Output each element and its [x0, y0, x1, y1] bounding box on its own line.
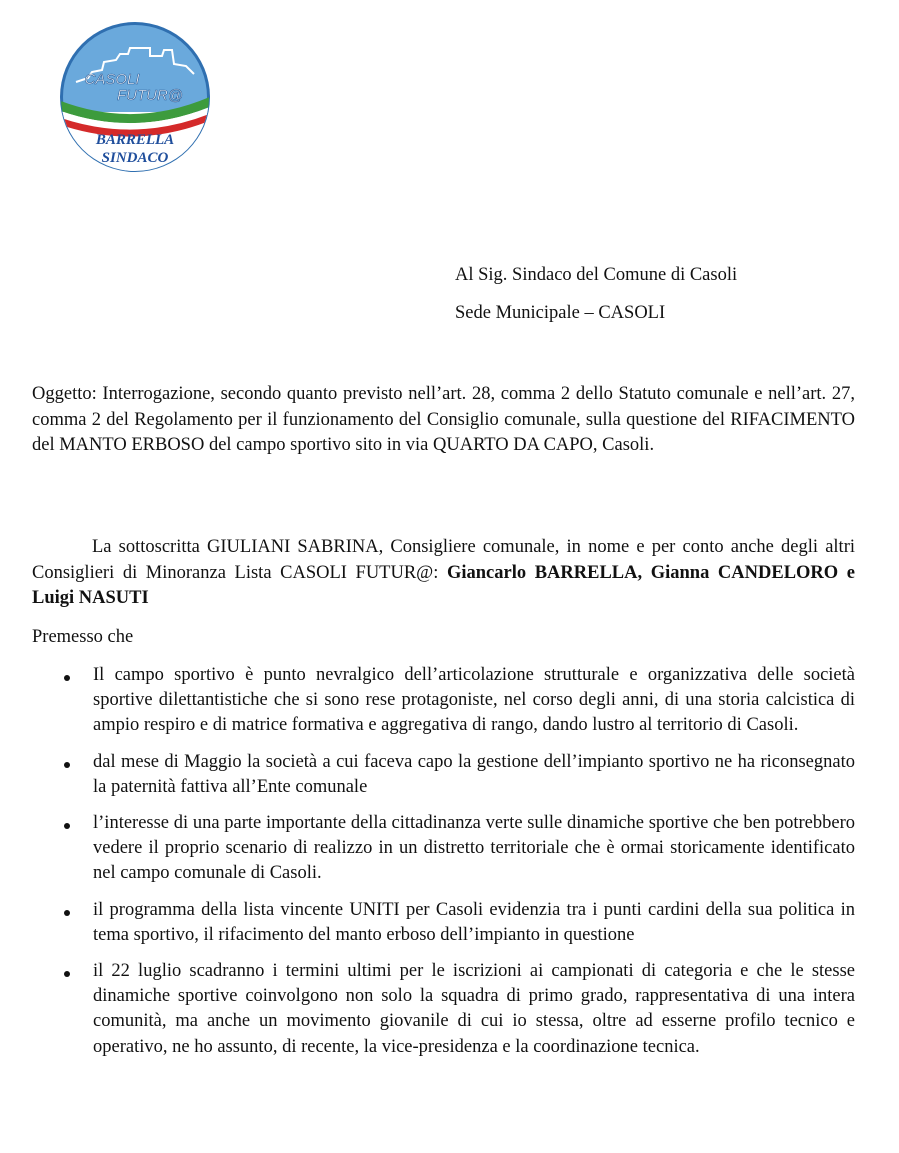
bullet-icon [64, 823, 70, 829]
casoli-futura-logo [58, 20, 212, 174]
list-item-text: l’interesse di una parte importante della cittadinanza verte sulle dinamiche sportive che ben potrebbero vedere il proprio scenario di realizzo in un distretto territoriale che è ormai storicamente identificato nel campo comunale di Casoli. [93, 813, 855, 884]
intro-councillors-names: Giancarlo BARRELLA, Gianna CANDELORO e Luigi NASUTI [32, 562, 855, 608]
bullet-icon [64, 675, 70, 681]
logo-text-casoli: CASOLI [84, 71, 140, 88]
premises-list [55, 663, 855, 1071]
list-item [55, 898, 855, 948]
list-item [55, 663, 855, 739]
addressee-line-1: Al Sig. Sindaco del Comune di Casoli [455, 265, 738, 285]
list-item [55, 750, 855, 800]
bullet-icon [64, 910, 70, 916]
subject-paragraph: Oggetto: Interrogazione, secondo quanto previsto nell’art. 28, comma 2 dello Statuto comunale e nell’art. 27, comma 2 del Regolamento per il funzionamento del Consiglio comunale, sulla questione del RIFACIMENTO del MANTO ERBOSO del campo sportivo sito in via QUARTO DA CAPO, Casoli. [32, 384, 855, 455]
intro-text: La sottoscritta GIULIANI SABRINA, Consigliere comunale, in nome e per conto anche degli altri Consiglieri di Minoranza Lista CASOLI FUTUR@: [32, 537, 855, 583]
list-item-text: Il campo sportivo è punto nevralgico dell’articolazione strutturale e organizzativa delle società sportive dilettantistiche che si sono rese protagoniste, nel corso degli anni, di una storia calcistica di ampio respiro e di matrice formativa e aggregativa di rango, dando lustro al territorio di Casoli. [93, 665, 855, 736]
list-item [55, 959, 855, 1060]
premesso-heading: Premesso che [32, 627, 134, 647]
list-item-text: il 22 luglio scadranno i termini ultimi per le iscrizioni ai campionati di categoria e che le stesse dinamiche sportive coinvolgono non solo la squadra di primo grado, rappresentativa di una intera comunità, ma anche un movimento giovanile di cui io stessa, oltre ad esserne profilo tecnico e operativo, ne ho assunto, di recente, la vice-presidenza e la coordinazione tecnica. [93, 961, 855, 1057]
list-item-text: il programma della lista vincente UNITI per Casoli evidenzia tra i punti cardini della sua politica in tema sportivo, il rifacimento del manto erboso dell’impianto in questione [93, 899, 855, 945]
list-item-text: dal mese di Maggio la società a cui faceva capo la gestione dell’impianto sportivo ne ha riconsegnato la paternità fattiva all’Ente comunale [93, 751, 855, 797]
bullet-icon [64, 971, 70, 977]
logo-text-futura: FUTUR@ [116, 87, 184, 104]
intro-paragraph [32, 535, 855, 612]
bullet-icon [64, 762, 70, 768]
addressee-block [455, 262, 875, 326]
logo-text-barrella: BARRELLA [95, 132, 175, 148]
addressee-line-2: Sede Municipale – CASOLI [455, 303, 666, 323]
list-item [55, 811, 855, 887]
logo-text-sindaco: SINDACO [101, 150, 169, 166]
